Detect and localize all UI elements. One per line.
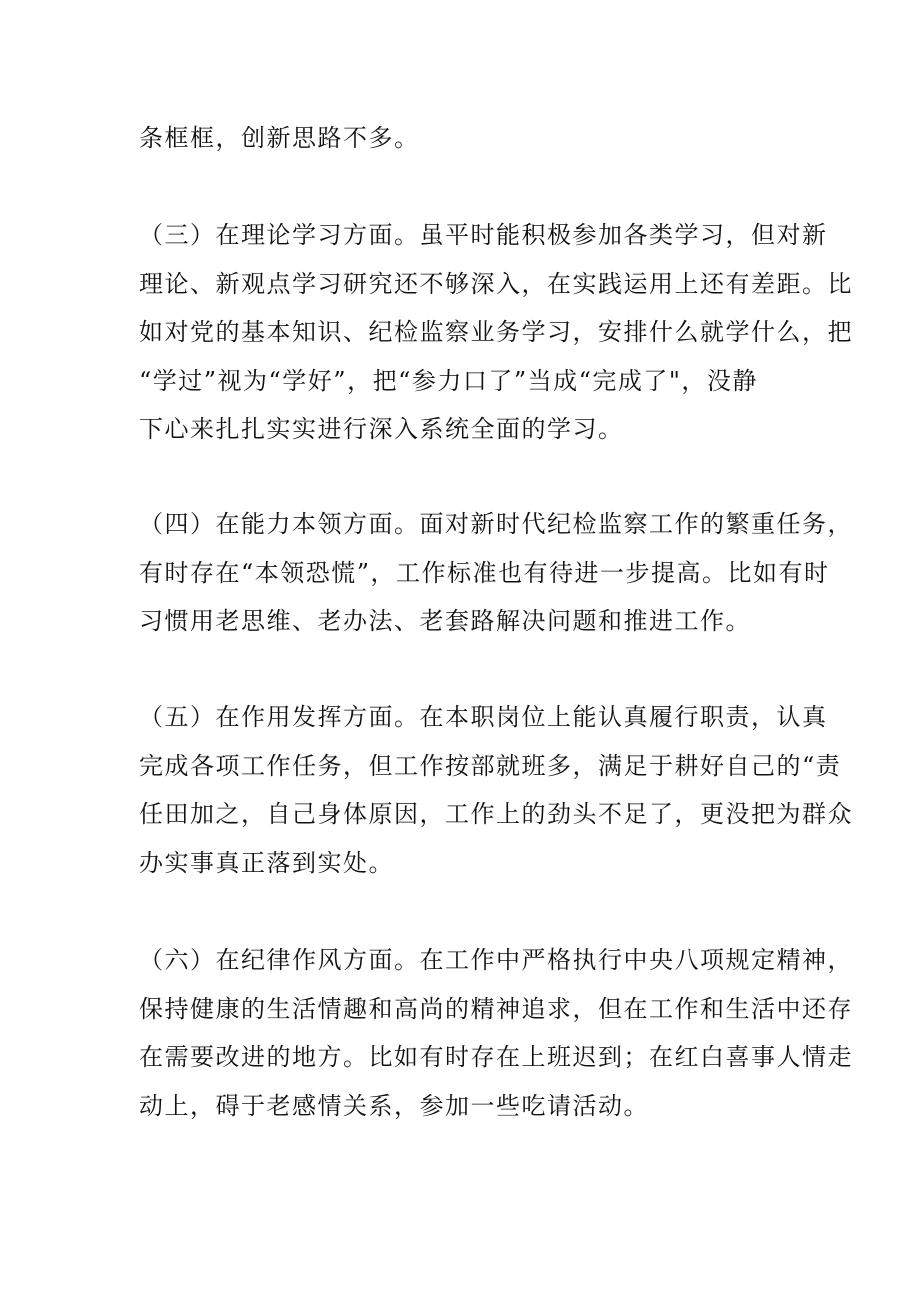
text-line: 保持健康的生活情趣和高尚的精神追求，但在工作和生活中还存: [139, 994, 853, 1023]
text-line: 习惯用老思维、老办法、老套路解决问题和推进工作。: [139, 607, 751, 635]
text-line: 完成各项工作任务，但工作按部就班多，满足于耕好自己的“责: [139, 751, 842, 780]
paragraph-ability: [139, 500, 853, 646]
text-line: 办实事真正落到实处。: [139, 848, 394, 877]
text-line: 理论、新观点学习研究还不够深入，在实践运用上还有差距。比: [139, 269, 853, 298]
paragraph-discipline: [139, 936, 853, 1130]
text-line: （三）在理论学习方面。虽平时能积极参加各类学习，但对新: [139, 221, 828, 249]
text-line: （四）在能力本领方面。面对新时代纪检监察工作的繁重任务，: [139, 510, 853, 538]
text-line: （五）在作用发挥方面。在本职岗位上能认真履行职责，认真: [139, 703, 828, 731]
paragraph-continuation: [139, 114, 799, 163]
text-line: （六）在纪律作风方面。在工作中严格执行中央八项规定精神，: [139, 946, 853, 974]
text-line: “学过”视为“学好”，把“参力口了”当成“完成了"，没静: [139, 366, 758, 395]
text-line: 条框框，创新思路不多。: [139, 124, 420, 152]
text-line: 动上，碍于老感情关系，参加一些吃请活动。: [139, 1091, 649, 1120]
paragraph-role: [139, 693, 853, 887]
text-line: 如对党的基本知识、纪检监察业务学习，安排什么就学什么，把: [139, 318, 853, 346]
text-line: 有时存在“本领恐慌”，工作标准也有待进一步提高。比如有时: [139, 558, 830, 587]
text-line: 在需要改进的地方。比如有时存在上班迟到；在红白喜事人情走: [139, 1043, 853, 1071]
text-line: 任田加之，自己身体原因，工作上的劲头不足了，更没把为群众: [139, 800, 853, 828]
paragraph-theory-study: [139, 211, 853, 454]
text-line: 下心来扎扎实实进行深入系统全面的学习。: [139, 415, 624, 443]
